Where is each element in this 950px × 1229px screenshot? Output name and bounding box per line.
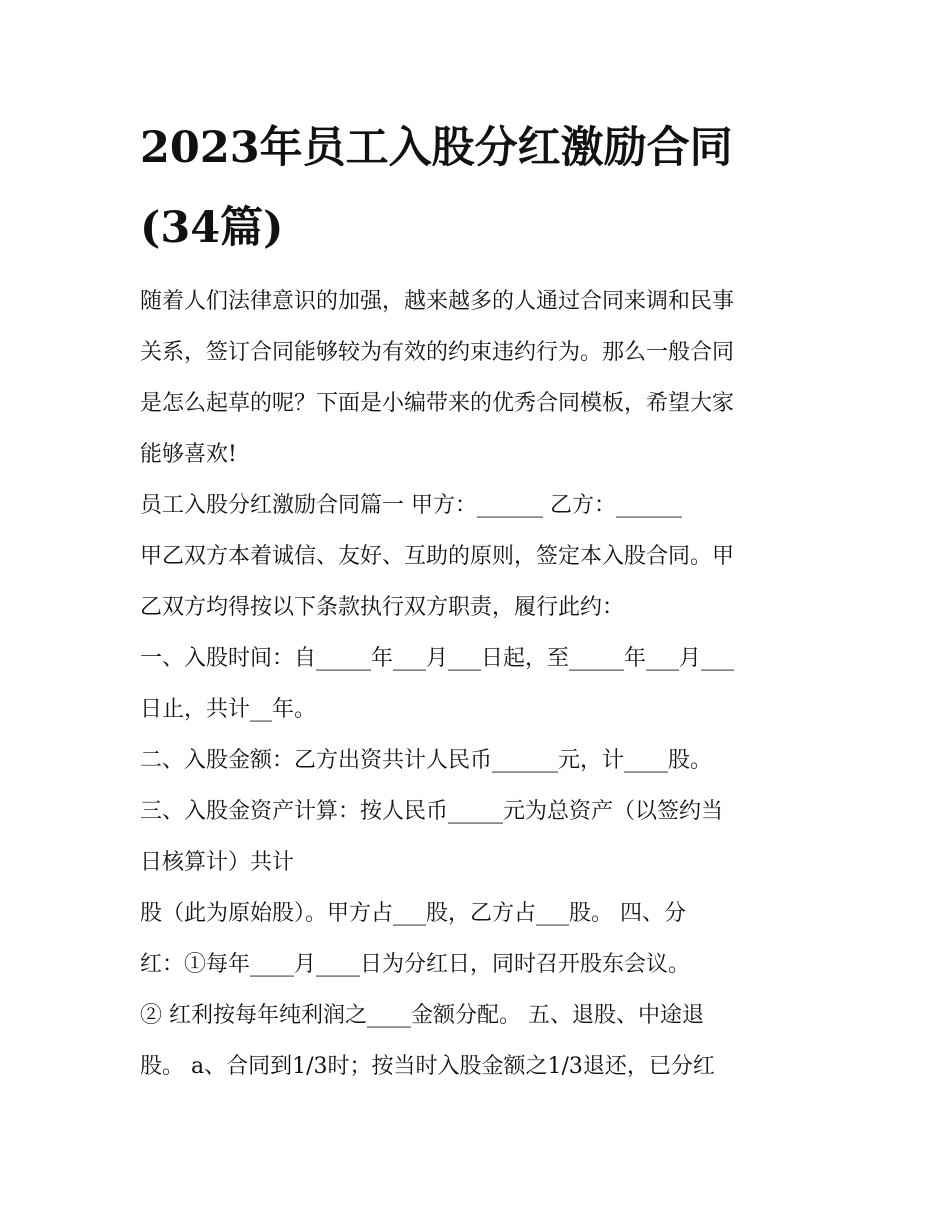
body-line: 股（此为原始股）。甲方占___股，乙方占___股。 四、分 [140,901,686,926]
body-line: 是怎么起草的呢？下面是小编带来的优秀合同模板，希望大家 [140,391,735,416]
body-line: 二、入股金额：乙方出资共计人民币______元，计____股。 [140,748,713,773]
document-title [140,108,830,268]
document-body [140,276,820,1092]
body-line: 甲乙双方本着诚信、友好、互助的原则，签定本入股合同。甲 [140,544,735,569]
body-line: 能够喜欢! [140,442,237,467]
body-line: 红：①每年____月____日为分红日，同时召开股东会议。 [140,952,691,977]
body-line: 日止，共计__年。 [140,697,317,722]
body-line: 随着人们法律意识的加强，越来越多的人通过合同来调和民事 [140,289,735,314]
body-line: 员工入股分红激励合同篇一 甲方：______ 乙方：______ [140,493,682,518]
body-line: 日核算计）共计 [140,850,295,875]
body-line: 三、入股金资产计算：按人民币_____元为总资产（以签约当 [140,799,724,824]
title-line-2: (34篇) [140,203,284,253]
body-line: 乙双方均得按以下条款执行双方职责，履行此约： [140,595,625,620]
title-line-1: 2023年员工入股分红激励合同 [140,123,733,173]
body-line: ② 红利按每年纯利润之____金额分配。 五、退股、中途退 [140,1003,704,1028]
body-line: 关系，签订合同能够较为有效的约束违约行为。那么一般合同 [140,340,735,365]
body-line: 一、入股时间：自_____年___月___日起，至_____年___月___ [140,646,735,671]
body-line: 股。 a、合同到1/3时；按当时入股金额之1/3退还，已分红 [140,1054,715,1079]
